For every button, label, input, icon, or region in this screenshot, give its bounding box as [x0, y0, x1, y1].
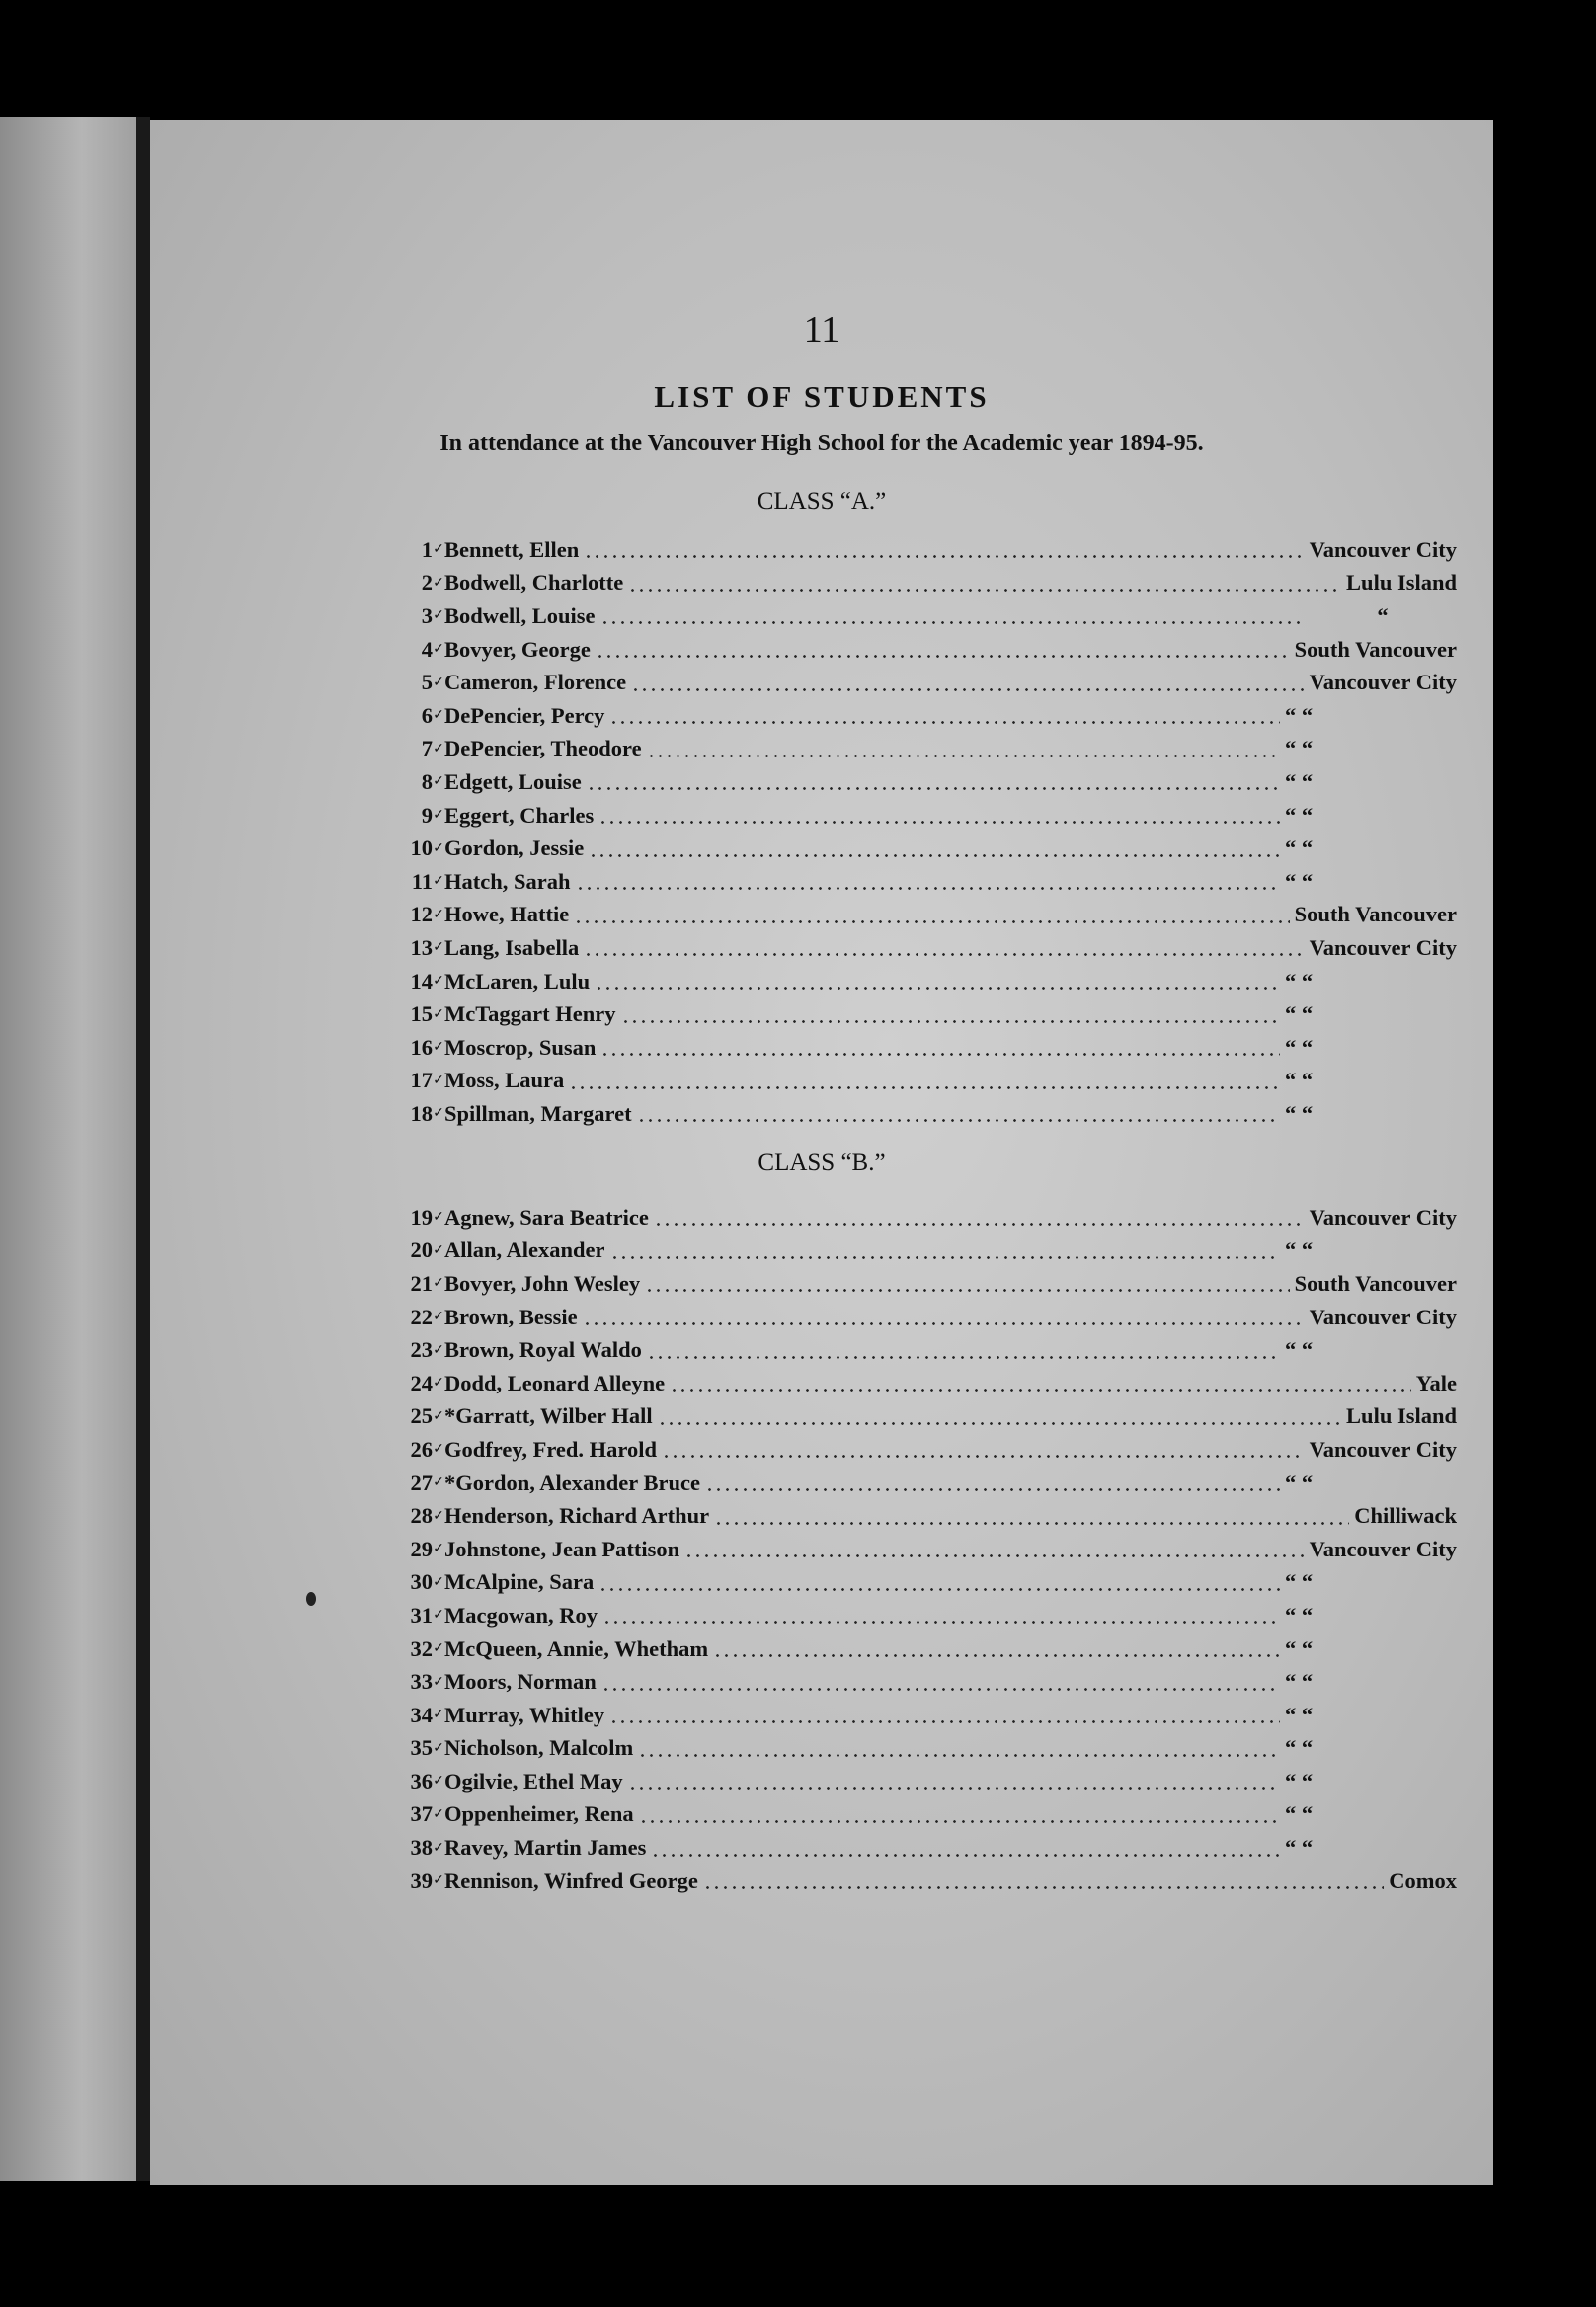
- student-number: 34: [410, 1702, 433, 1727]
- dot-leader: [705, 1488, 1280, 1491]
- dot-leader: [647, 1356, 1280, 1359]
- check-mark-icon: ✓: [433, 808, 444, 824]
- class-a-heading: CLASS “A.”: [757, 488, 887, 515]
- check-mark-icon: ✓: [433, 1276, 444, 1292]
- student-name: Ravey, Martin James: [444, 1835, 647, 1861]
- ditto-mark: “ “: [1285, 1801, 1314, 1827]
- student-row: [395, 1097, 1457, 1131]
- student-number: 1: [421, 536, 433, 562]
- ditto-mark: “ “: [1285, 968, 1314, 994]
- student-row: [395, 633, 1457, 667]
- student-number: 17: [410, 1068, 433, 1093]
- student-row: [395, 965, 1457, 998]
- student-name: Lang, Isabella: [444, 934, 580, 960]
- student-row: [395, 1400, 1457, 1434]
- student-residence: Vancouver City: [1309, 1204, 1457, 1230]
- student-row: [395, 1665, 1457, 1699]
- dot-leader: [598, 1588, 1280, 1591]
- student-residence: Vancouver City: [1309, 1304, 1457, 1329]
- student-residence: Vancouver City: [1309, 934, 1457, 960]
- student-name: Edgett, Louise: [444, 768, 582, 794]
- student-residence: [1285, 1636, 1457, 1662]
- dot-leader: [637, 1119, 1280, 1122]
- student-row: [395, 1201, 1457, 1234]
- check-mark-icon: ✓: [433, 1210, 444, 1226]
- student-number: 20: [410, 1237, 433, 1263]
- student-residence: [1285, 1001, 1457, 1027]
- student-residence: Vancouver City: [1309, 670, 1457, 695]
- student-name: Nicholson, Malcolm: [444, 1735, 634, 1761]
- student-name: Bodwell, Charlotte: [444, 570, 624, 596]
- student-name: Moors, Norman: [444, 1669, 597, 1695]
- dot-leader: [647, 755, 1280, 757]
- page-number: 11: [803, 309, 840, 351]
- student-name: Howe, Hattie: [444, 902, 570, 927]
- student-residence: [1285, 1237, 1457, 1263]
- check-mark-icon: ✓: [433, 1608, 444, 1624]
- student-number: 14: [410, 968, 433, 994]
- student-row: [395, 1367, 1457, 1400]
- check-mark-icon: ✓: [433, 1740, 444, 1756]
- check-mark-icon: ✓: [433, 1542, 444, 1557]
- student-row: [395, 865, 1457, 899]
- student-row: [395, 931, 1457, 965]
- student-residence: [1285, 703, 1457, 729]
- student-row: [395, 1732, 1457, 1766]
- dot-leader: [658, 1422, 1341, 1425]
- student-residence: [1285, 1703, 1457, 1728]
- student-number: 32: [410, 1635, 433, 1661]
- student-residence: [1285, 769, 1457, 795]
- ditto-mark: “ “: [1285, 1669, 1314, 1695]
- student-number: 23: [410, 1337, 433, 1363]
- student-name: Spillman, Margaret: [444, 1100, 632, 1126]
- ditto-mark: “ “: [1285, 1602, 1314, 1628]
- ditto-mark: “ “: [1285, 1068, 1314, 1093]
- student-number: 13: [410, 934, 433, 960]
- student-row: [395, 666, 1457, 699]
- student-number: 12: [410, 902, 433, 927]
- check-mark-icon: ✓: [433, 1006, 444, 1022]
- student-number: 6: [421, 702, 433, 728]
- student-residence: [1285, 969, 1457, 994]
- student-name: Moss, Laura: [444, 1068, 565, 1093]
- student-residence: South Vancouver: [1294, 902, 1457, 927]
- student-name: DePencier, Percy: [444, 702, 605, 728]
- student-name: Hatch, Sarah: [444, 868, 571, 894]
- check-mark-icon: ✓: [433, 675, 444, 690]
- student-row: [395, 1599, 1457, 1632]
- student-name: Godfrey, Fred. Harold: [444, 1436, 658, 1462]
- ink-smudge: [306, 1592, 316, 1606]
- student-number: 18: [410, 1100, 433, 1126]
- ditto-mark: “ “: [1285, 835, 1314, 861]
- ditto-mark: “ “: [1285, 1100, 1314, 1126]
- student-number: 27: [410, 1470, 433, 1495]
- dot-leader: [584, 953, 1304, 956]
- student-residence: [1285, 1337, 1457, 1363]
- student-residence: Yale: [1415, 1370, 1457, 1395]
- student-name: Cameron, Florence: [444, 670, 627, 695]
- student-residence: [1285, 1769, 1457, 1794]
- dot-leader: [628, 589, 1341, 592]
- student-residence: [1285, 1669, 1457, 1695]
- check-mark-icon: ✓: [433, 708, 444, 724]
- student-number: 35: [410, 1735, 433, 1761]
- student-row: [395, 1566, 1457, 1600]
- check-mark-icon: ✓: [433, 542, 444, 558]
- ditto-mark: “ “: [1285, 768, 1314, 794]
- student-number: 5: [421, 670, 433, 695]
- page-gutter: [136, 117, 150, 2181]
- student-row: [395, 799, 1457, 833]
- student-row: [395, 1267, 1457, 1301]
- student-residence: Comox: [1389, 1868, 1457, 1893]
- student-residence: [1285, 1035, 1457, 1061]
- student-residence: South Vancouver: [1294, 1270, 1457, 1296]
- student-residence: [1285, 869, 1457, 895]
- dot-leader: [610, 1256, 1280, 1259]
- ditto-mark: “ “: [1285, 1635, 1314, 1661]
- dot-leader: [596, 655, 1290, 658]
- student-row: [395, 1499, 1457, 1533]
- student-residence: Vancouver City: [1309, 536, 1457, 562]
- student-row: [395, 899, 1457, 932]
- ditto-mark: “ “: [1285, 1337, 1314, 1363]
- student-name: Brown, Bessie: [444, 1304, 578, 1329]
- check-mark-icon: ✓: [433, 1442, 444, 1458]
- check-mark-icon: ✓: [433, 1641, 444, 1657]
- facing-page-edge: [0, 117, 136, 2181]
- student-row: [395, 1765, 1457, 1798]
- student-number: 4: [421, 636, 433, 662]
- student-name: Bennett, Ellen: [444, 536, 580, 562]
- student-name: Agnew, Sara Beatrice: [444, 1204, 649, 1230]
- dot-leader: [600, 1053, 1280, 1056]
- check-mark-icon: ✓: [433, 741, 444, 756]
- class-b-heading: CLASS “B.”: [758, 1150, 886, 1176]
- student-residence: South Vancouver: [1294, 636, 1457, 662]
- check-mark-icon: ✓: [433, 1073, 444, 1088]
- dot-leader: [684, 1554, 1304, 1557]
- ditto-mark: “ “: [1285, 1702, 1314, 1727]
- student-name: Dodd, Leonard Alleyne: [444, 1370, 666, 1395]
- student-name: Eggert, Charles: [444, 802, 595, 828]
- ditto-mark: “ “: [1285, 1735, 1314, 1761]
- check-mark-icon: ✓: [433, 1342, 444, 1358]
- check-mark-icon: ✓: [433, 1840, 444, 1856]
- check-mark-icon: ✓: [433, 1508, 444, 1524]
- student-name: McAlpine, Sara: [444, 1569, 595, 1595]
- student-number: 38: [410, 1835, 433, 1861]
- student-number: 31: [410, 1602, 433, 1628]
- student-number: 22: [410, 1304, 433, 1329]
- check-mark-icon: ✓: [433, 974, 444, 990]
- dot-leader: [602, 1621, 1280, 1624]
- ditto-mark: “ “: [1285, 736, 1314, 761]
- check-mark-icon: ✓: [433, 874, 444, 890]
- student-name: Gordon, Jessie: [444, 835, 585, 861]
- document-page: [150, 120, 1493, 2185]
- student-row: [395, 1065, 1457, 1098]
- student-number: 28: [410, 1503, 433, 1529]
- student-name: Bodwell, Louise: [444, 602, 596, 628]
- check-mark-icon: ✓: [433, 1376, 444, 1392]
- dot-leader: [601, 1688, 1280, 1691]
- ditto-mark: “ “: [1285, 1001, 1314, 1027]
- student-name: Murray, Whitley: [444, 1702, 605, 1727]
- ditto-mark: “ “: [1285, 1768, 1314, 1793]
- check-mark-icon: ✓: [433, 608, 444, 624]
- student-residence: Chilliwack: [1354, 1503, 1457, 1529]
- student-name: McLaren, Lulu: [444, 968, 591, 994]
- student-number: 2: [421, 570, 433, 596]
- ditto-mark: “ “: [1285, 868, 1314, 894]
- check-mark-icon: ✓: [433, 1408, 444, 1424]
- student-row: [395, 1031, 1457, 1065]
- check-mark-icon: ✓: [433, 1708, 444, 1723]
- student-name: DePencier, Theodore: [444, 736, 642, 761]
- dot-leader: [600, 621, 1304, 624]
- student-number: 25: [410, 1403, 433, 1429]
- student-name: Oppenheimer, Rena: [444, 1801, 634, 1827]
- dot-leader: [569, 1086, 1280, 1089]
- student-number: 26: [410, 1436, 433, 1462]
- check-mark-icon: ✓: [433, 940, 444, 956]
- student-number: 39: [410, 1868, 433, 1893]
- dot-leader: [609, 721, 1280, 724]
- student-residence: [1285, 1569, 1457, 1595]
- check-mark-icon: ✓: [433, 1806, 444, 1822]
- page-subtitle: In attendance at the Vancouver High School for the Academic year 1894-95.: [439, 431, 1204, 456]
- check-mark-icon: ✓: [433, 1040, 444, 1056]
- student-name: Rennison, Winfred George: [444, 1868, 698, 1893]
- dot-leader: [639, 1820, 1280, 1823]
- class-a-student-list: [395, 533, 1457, 1131]
- dot-leader: [595, 987, 1280, 990]
- dot-leader: [587, 787, 1280, 790]
- check-mark-icon: ✓: [433, 1674, 444, 1690]
- ditto-mark: “ “: [1285, 1569, 1314, 1595]
- student-row: [395, 1433, 1457, 1467]
- student-number: 3: [421, 602, 433, 628]
- student-name: Henderson, Richard Arthur: [444, 1503, 710, 1529]
- student-row: [395, 1865, 1457, 1898]
- ditto-mark: “ “: [1285, 802, 1314, 828]
- student-row: [395, 733, 1457, 766]
- student-row: [395, 533, 1457, 567]
- student-row: [395, 1467, 1457, 1500]
- student-residence: Lulu Island: [1346, 1403, 1457, 1429]
- student-name: McQueen, Annie, Whetham: [444, 1635, 709, 1661]
- dot-leader: [583, 1322, 1305, 1325]
- student-number: 30: [410, 1569, 433, 1595]
- student-name: *Gordon, Alexander Bruce: [444, 1470, 700, 1495]
- student-name: Macgowan, Roy: [444, 1602, 598, 1628]
- student-name: Ogilvie, Ethel May: [444, 1768, 623, 1793]
- student-row: [395, 765, 1457, 799]
- student-name: Johnstone, Jean Pattison: [444, 1536, 680, 1561]
- student-number: 11: [411, 868, 433, 894]
- student-name: Allan, Alexander: [444, 1237, 605, 1263]
- student-number: 21: [410, 1270, 433, 1296]
- dot-leader: [638, 1754, 1280, 1757]
- student-name: Bovyer, John Wesley: [444, 1270, 641, 1296]
- check-mark-icon: ✓: [433, 1475, 444, 1491]
- student-name: McTaggart Henry: [444, 1001, 616, 1027]
- student-name: *Garratt, Wilber Hall: [444, 1403, 653, 1429]
- student-row: [395, 1831, 1457, 1865]
- student-number: 24: [410, 1370, 433, 1395]
- dot-leader: [621, 1020, 1280, 1023]
- ditto-mark: “ “: [1285, 1034, 1314, 1060]
- check-mark-icon: ✓: [433, 1774, 444, 1790]
- student-row: [395, 599, 1457, 633]
- student-row: [395, 1798, 1457, 1832]
- dot-leader: [584, 555, 1304, 558]
- check-mark-icon: ✓: [433, 907, 444, 922]
- student-row: [395, 1234, 1457, 1268]
- check-mark-icon: ✓: [433, 1242, 444, 1258]
- dot-leader: [654, 1223, 1305, 1226]
- dot-leader: [651, 1854, 1280, 1857]
- student-residence: [1285, 803, 1457, 829]
- dot-leader: [628, 1787, 1280, 1790]
- dot-leader: [662, 1455, 1305, 1458]
- check-mark-icon: ✓: [433, 1310, 444, 1325]
- student-row: [395, 699, 1457, 733]
- check-mark-icon: ✓: [433, 575, 444, 591]
- check-mark-icon: ✓: [433, 1574, 444, 1590]
- page-title: LIST OF STUDENTS: [654, 379, 990, 414]
- class-b-student-list: [395, 1201, 1457, 1897]
- student-residence: [1285, 1471, 1457, 1496]
- student-residence: [1285, 1101, 1457, 1127]
- student-residence: Vancouver City: [1309, 1536, 1457, 1561]
- student-number: 10: [410, 835, 433, 861]
- student-row: [395, 997, 1457, 1031]
- dot-leader: [714, 1522, 1349, 1525]
- student-name: Brown, Royal Waldo: [444, 1337, 642, 1363]
- check-mark-icon: ✓: [433, 774, 444, 790]
- student-number: 9: [421, 802, 433, 828]
- student-residence: “: [1377, 602, 1389, 628]
- student-number: 15: [410, 1001, 433, 1027]
- student-row: [395, 1632, 1457, 1666]
- student-number: 7: [421, 736, 433, 761]
- student-residence: [1285, 1835, 1457, 1861]
- student-number: 29: [410, 1536, 433, 1561]
- student-number: 19: [410, 1204, 433, 1230]
- dot-leader: [576, 887, 1280, 890]
- student-residence: [1285, 1603, 1457, 1629]
- dot-leader: [703, 1886, 1384, 1889]
- student-residence: [1285, 1068, 1457, 1093]
- student-number: 33: [410, 1669, 433, 1695]
- student-number: 37: [410, 1801, 433, 1827]
- student-residence: Vancouver City: [1309, 1436, 1457, 1462]
- dot-leader: [645, 1289, 1289, 1292]
- student-residence: [1285, 1735, 1457, 1761]
- dot-leader: [574, 920, 1289, 923]
- student-row: [395, 1533, 1457, 1566]
- student-number: 36: [410, 1768, 433, 1793]
- check-mark-icon: ✓: [433, 840, 444, 856]
- dot-leader: [713, 1654, 1280, 1657]
- dot-leader: [609, 1720, 1280, 1723]
- ditto-mark: “ “: [1285, 1835, 1314, 1861]
- student-residence: [1285, 736, 1457, 761]
- student-row: [395, 832, 1457, 865]
- student-residence: [1285, 1801, 1457, 1827]
- check-mark-icon: ✓: [433, 642, 444, 658]
- student-row: [395, 1699, 1457, 1732]
- dot-leader: [598, 821, 1280, 824]
- student-residence: Lulu Island: [1346, 570, 1457, 596]
- dot-leader: [670, 1389, 1411, 1392]
- student-name: Moscrop, Susan: [444, 1034, 597, 1060]
- check-mark-icon: ✓: [433, 1106, 444, 1122]
- check-mark-icon: ✓: [433, 1873, 444, 1889]
- ditto-mark: “ “: [1285, 702, 1314, 728]
- dot-leader: [631, 688, 1304, 691]
- student-row: [395, 1301, 1457, 1334]
- student-number: 8: [421, 768, 433, 794]
- student-residence: [1285, 835, 1457, 861]
- student-row: [395, 567, 1457, 600]
- student-row: [395, 1333, 1457, 1367]
- ditto-mark: “ “: [1285, 1237, 1314, 1263]
- ditto-mark: “ “: [1285, 1470, 1314, 1495]
- student-name: Bovyer, George: [444, 636, 591, 662]
- dot-leader: [589, 854, 1280, 857]
- student-number: 16: [410, 1034, 433, 1060]
